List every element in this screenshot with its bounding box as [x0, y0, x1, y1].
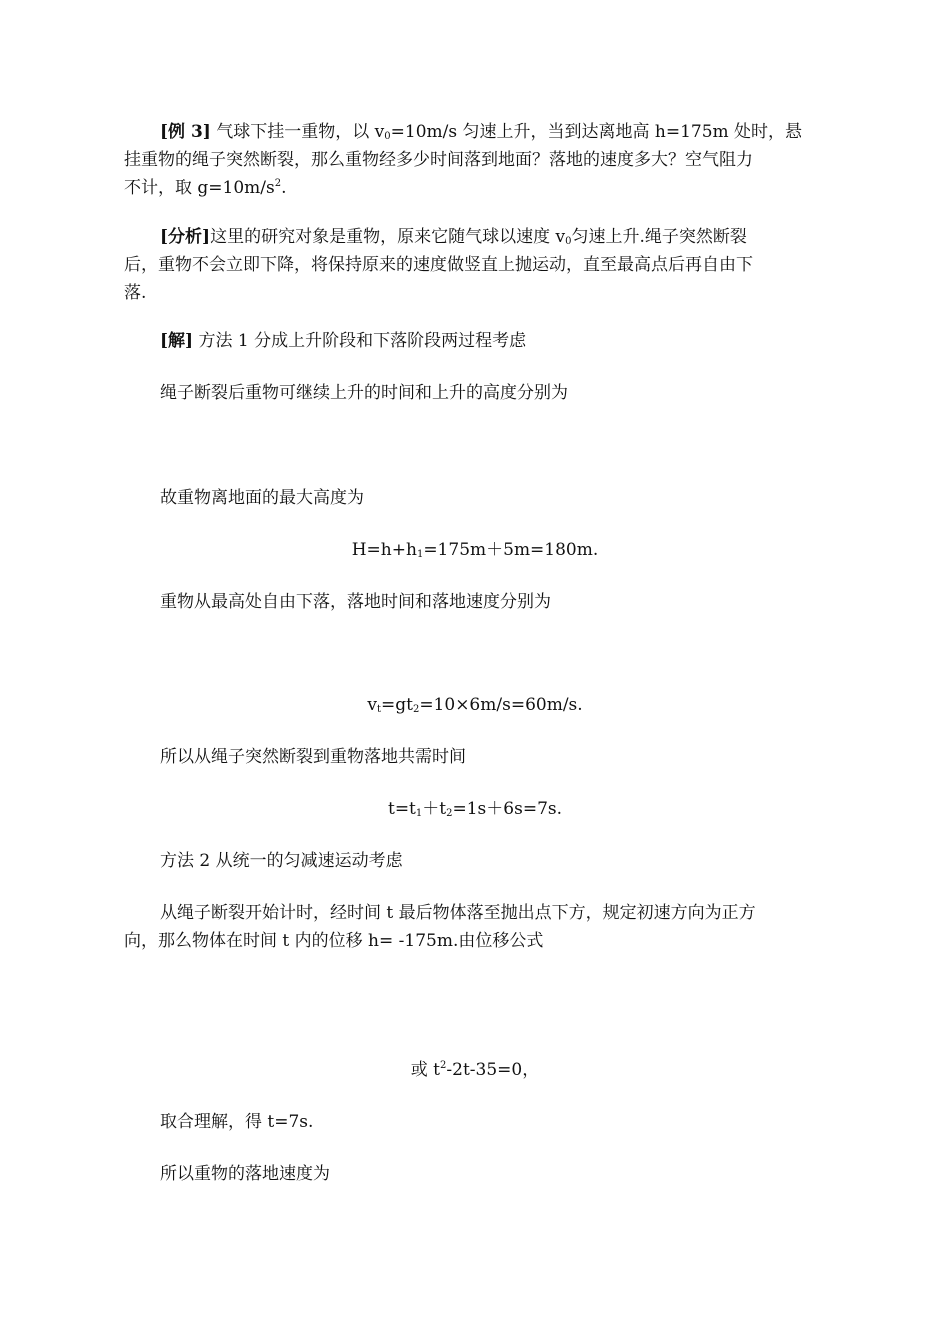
- example-line-1: [例 3] 气球下挂一重物，以 $v_0=10m/s$ 匀速上升，当到达离地高 h=175m 处时，悬: [160, 122, 803, 142]
- solution-method-2-title: 方法 2 从统一的匀减速运动考虑: [160, 851, 403, 871]
- solution-paragraph-2: 故重物离地面的最大高度为: [160, 488, 364, 508]
- analysis-line-2: 后，重物不会立即下降，将保持原来的速度做竖直上抛运动，直至最高点后再自由下: [124, 255, 753, 275]
- solution-tag: [解]: [160, 331, 194, 351]
- equation-total-time: $t=t_1+t_2=1s+6s=7s$.: [387, 799, 563, 819]
- analysis-tag: [分析]: [160, 227, 211, 247]
- example-line-2: 挂重物的绳子突然断裂，那么重物经多少时间落到地面？落地的速度多大？空气阻力: [124, 150, 753, 170]
- equation-max-height: $H=h+h_1=175m+5m=180m$.: [351, 540, 599, 560]
- example-tag: [例 3]: [160, 122, 211, 142]
- solution-paragraph-3: 重物从最高处自由下落，落地时间和落地速度分别为: [160, 592, 551, 612]
- equation-quadratic: 或 $t^2-2t-35=0$，: [410, 1060, 540, 1080]
- solution-paragraph-6: 取合理解，得 t=7s.: [160, 1112, 314, 1132]
- solution-paragraph-5-line-2: 向，那么物体在时间 t 内的位移 h= -175m.由位移公式: [124, 931, 544, 951]
- example-line-3: 不计，取 $g=10m/s^2$.: [124, 178, 287, 198]
- solution-paragraph-1: 绳子断裂后重物可继续上升的时间和上升的高度分别为: [160, 383, 568, 403]
- analysis-line-3: 落.: [124, 283, 147, 303]
- solution-paragraph-7: 所以重物的落地速度为: [160, 1164, 330, 1184]
- analysis-line-1: [分析]这里的研究对象是重物，原来它随气球以速度 $v_0$匀速上升.绳子突然断裂: [160, 227, 747, 247]
- equation-landing-velocity: $v_t=gt_2=10\times 6m/s=60m/s$.: [367, 695, 583, 715]
- solution-paragraph-4: 所以从绳子突然断裂到重物落地共需时间: [160, 747, 466, 767]
- solution-paragraph-5-line-1: 从绳子断裂开始计时，经时间 t 最后物体落至抛出点下方，规定初速方向为正方: [160, 903, 756, 923]
- solution-method-1-title: [解] 方法 1 分成上升阶段和下落阶段两过程考虑: [160, 331, 527, 351]
